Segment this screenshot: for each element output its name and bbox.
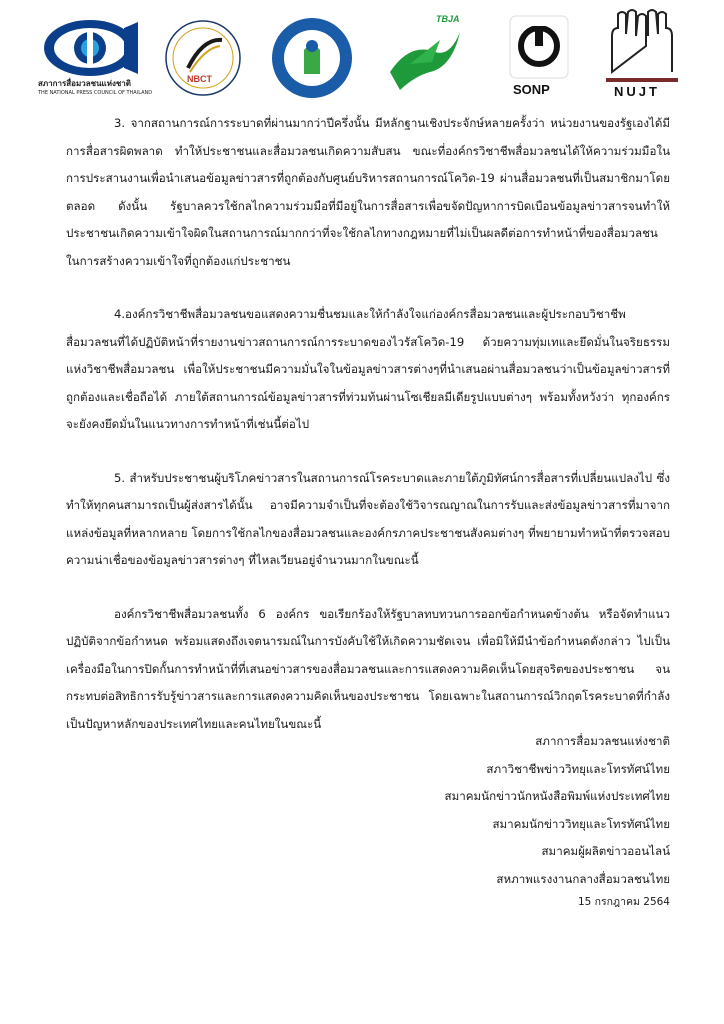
signatory-6: สหภาพแรงงานกลางสื่อมวลชนไทย [496,871,670,886]
paragraph-5 [66,465,670,575]
nujt-caption-stripe [606,78,678,82]
paragraph-4 [66,301,670,439]
signatory-4: สมาคมนักข่าววิทยุและโทรทัศน์ไทย [492,816,670,831]
nujt-logo [602,6,682,102]
thai-journalists-association-logo [270,16,354,100]
signatory-1: สภาการสื่อมวลชนแห่งชาติ [535,734,670,748]
paragraph-closing [66,601,670,739]
paragraph-closing-text: องค์กรวิชาชีพสื่อมวลชนทั้ง 6 องค์กร ขอเรียกร้องให้รัฐบาลทบทวนการออกข้อกำหนดข้างต้น หรือจัดทำแนวปฏิบัติจากข้อกำหนด พร้อมแสดงถึงเจตนารมณ์ในการบังคับใช้ให้เกิดความชัดเจน เพื่อมิให้มีนำข้อกำหนดดังกล่าว ไปเป็นเครื่องมือในการปิดกั้นการทำหน้าที่ที่เสนอข่าวสารของสื่อมวลชนและการแสดงความคิดเห็นโดยสุจริตของประชาชน จนกระทบต่อสิทธิการรับรู้ข่าวสารและการแสดงความคิดเห็นของประชาชน โดยเฉพาะในสถานการณ์วิกฤตโรคระบาดที่กำลังเป็นปัญหาหลักของประเทศไทยและคนไทยในขณะนี้ [66,606,670,731]
national-press-council-logo [38,18,153,98]
tbja-wordmark: TBJA [436,14,460,24]
nbct-emblem-icon [160,18,246,98]
nbct-logo [160,18,246,98]
paragraph-5-text: 5. สำหรับประชาชนผู้บริโภคข่าวสารในสถานการณ์โรคระบาดและภายใต้ภูมิทัศน์การสื่อสารที่เปลี่ยนแปลงไป ซึ่งทำให้ทุกคนสามารถเป็นผู้ส่งสารได้นั้น อาจมีความจำเป็นที่จะต้องใช้วิจารณญาณในการรับและส่งข้อมูลข่าวสารที่มาจากแหล่งข้อมูลที่หลากหลาย โดยการใช้กลไกของสื่อมวลชนและองค์กรภาคประชาชนสังคมต่างๆ ที่พยายามทำหน้าที่ตรวจสอบความน่าเชื่อของข้อมูลข่าวสารต่างๆ ที่ไหลเวียนอยู่จำนวนมากในขณะนี้ [66,470,670,567]
statement-body [66,110,670,738]
tja-emblem-icon [270,16,354,100]
signatory-3: สมาคมนักข่าวนักหนังสือพิมพ์แห่งประเทศไทย [444,789,670,803]
statement-date: 15 กรกฎาคม 2564 [577,896,670,908]
nujt-hands-icon [602,6,682,76]
tbja-emblem-icon [380,12,470,102]
nbct-wordmark: NBCT [187,74,212,84]
sonp-power-icon [506,12,572,82]
press-council-caption-th: สภาการสื่อมวลชนแห่งชาติ [38,79,131,88]
paragraph-3 [66,110,670,275]
paragraph-3-text: 3. จากสถานการณ์การระบาดที่ผ่านมากว่าปีครึ่งนั้น มีหลักฐานเชิงประจักษ์หลายครั้งว่า หน่วยงานของรัฐเองได้มีการสื่อสารผิดพลาด ทำให้ประชาชนและสื่อมวลชนเกิดความสับสน ขณะที่องค์กรวิชาชีพสื่อมวลชนได้ให้ความร่วมมือในการประสานงานเพื่อนำเสนอข้อมูลข่าวสารที่ถูกต้องกับศูนย์บริหารสถานการณ์โควิด-19 ผ่านสื่อมวลชนที่เป็นสมาชิกมาโดยตลอด ดังนั้น รัฐบาลควรใช้กลไกความร่วมมือที่มีอยู่ในการสื่อสารเพื่อขจัดปัญหาการบิดเบือนข้อมูลข่าวสารจนทำให้ประชาชนเกิดความเข้าใจผิดในสถานการณ์มากกว่าที่จะใช้กลไกทางกฎหมายที่ไม่เป็นผลดีต่อการทำหน้าที่ของสื่อมวลชนในการสร้างความเข้าใจที่ถูกต้องแก่ประชาชน [66,116,670,268]
nujt-wordmark: NUJT [614,84,660,99]
tbja-logo [380,12,470,102]
signatories [445,728,670,913]
signatory-5: สมาคมผู้ผลิตข่าวออนไลน์ [541,844,670,858]
signatory-2: สภาวิชาชีพข่าววิทยุและโทรทัศน์ไทย [486,761,670,776]
sonp-wordmark: SONP [513,82,550,97]
press-council-emblem-icon [38,18,142,78]
paragraph-4-text: 4.องค์กรวิชาชีพสื่อมวลชนขอแสดงความชื่นชมและให้กำลังใจแก่องค์กรสื่อมวลชนและผู้ประกอบวิชาชีพสื่อมวลชนที่ได้ปฏิบัติหน้าที่รายงานข่าวสถานการณ์การระบาดของไวรัสโควิด-19 ด้วยความทุ่มเทและยึดมั่นในจริยธรรมแห่งวิชาชีพสื่อมวลชน เพื่อให้ประชาชนมีความมั่นใจในข้อมูลข่าวสารต่างๆที่นำเสนอผ่านสื่อมวลชนว่าเป็นข้อมูลข่าวสารที่ถูกต้องและเชื่อถือได้ ภายใต้สถานการณ์ข้อมูลข่าวสารที่ท่วมท้นผ่านโซเชียลมีเดียรูปแบบต่างๆ พร้อมทั้งหวังว่า ทุกองค์กรจะยังคงยึดมั่นในแนวทางการทำหน้าที่เช่นนี้ต่อไป [66,307,670,431]
sonp-logo [506,12,572,102]
press-council-caption-en: THE NATIONAL PRESS COUNCIL OF THAILAND [38,90,153,96]
logo-banner [30,4,700,102]
